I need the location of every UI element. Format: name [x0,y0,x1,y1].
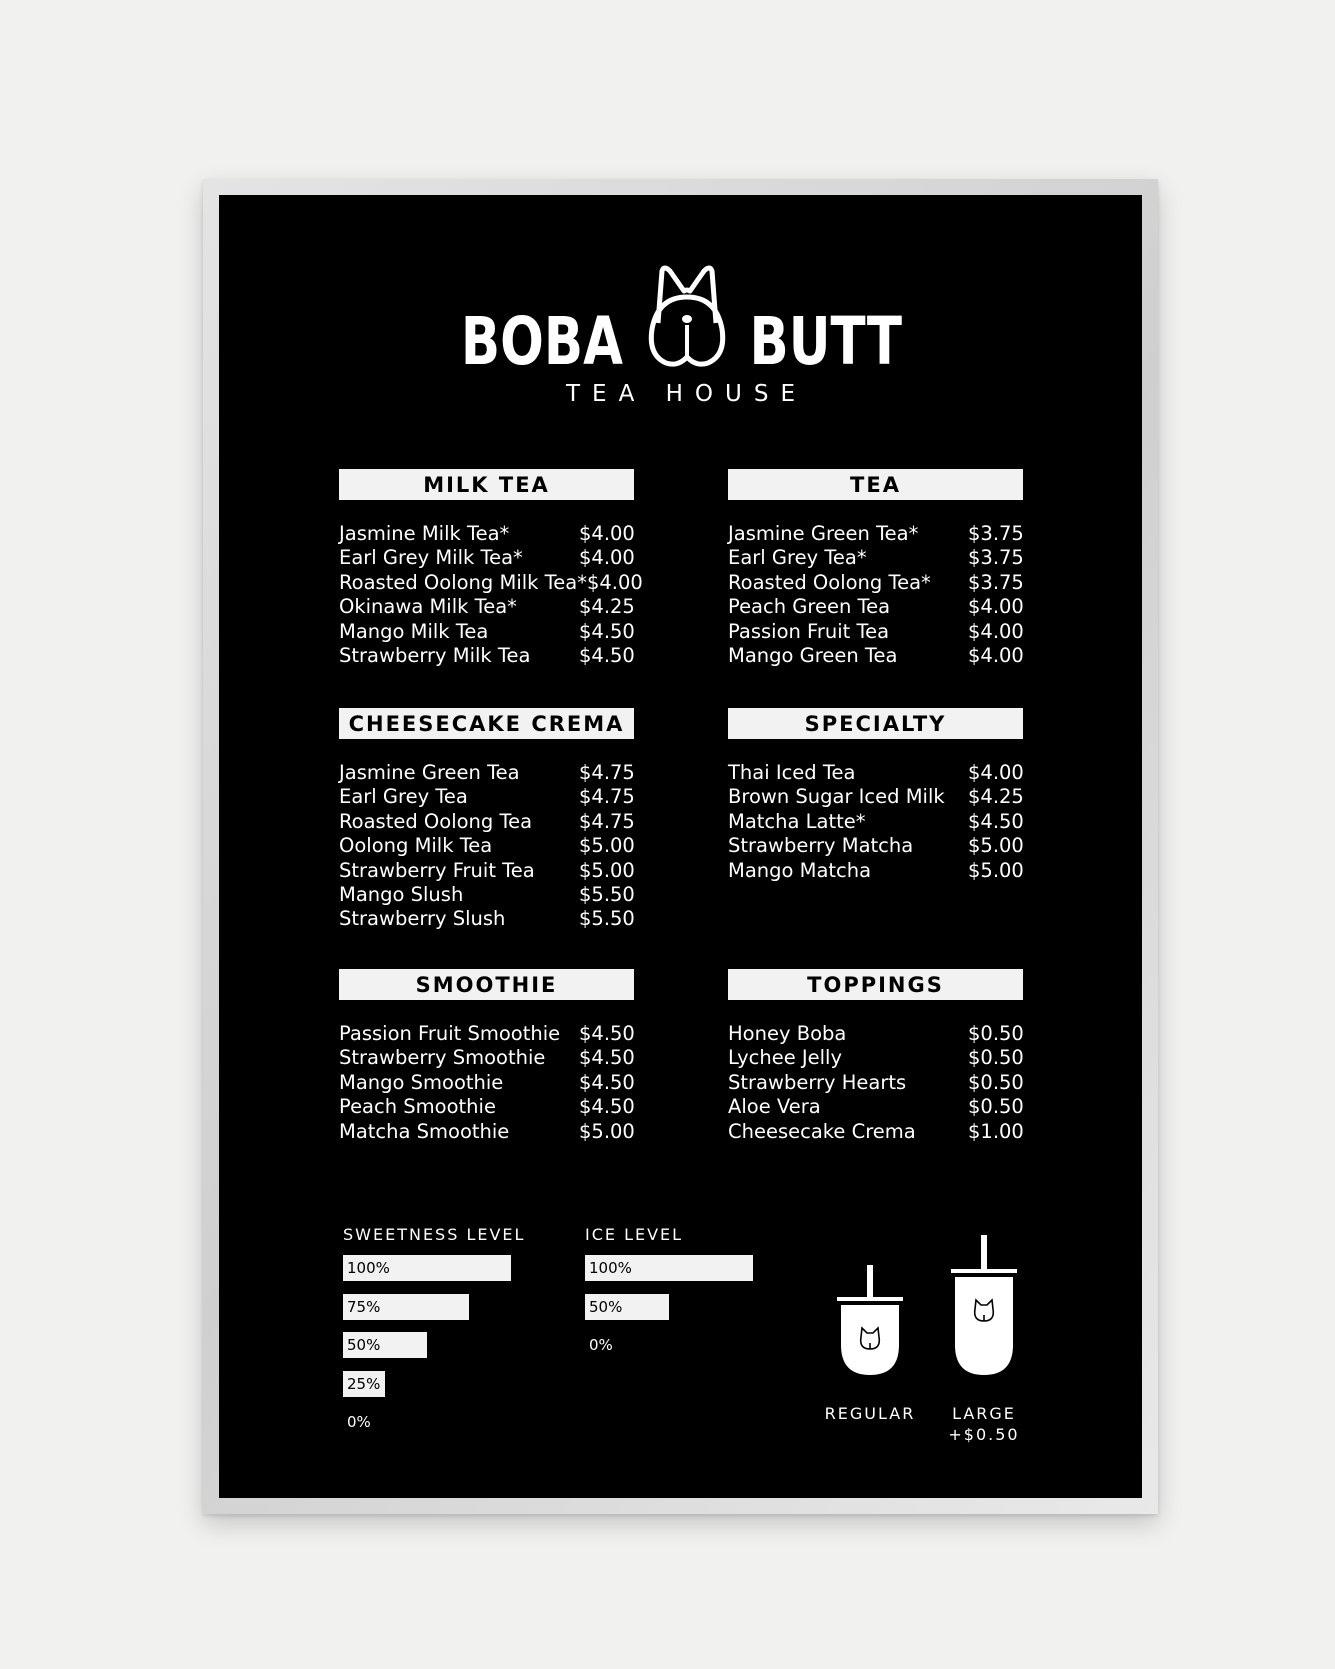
section-title: MILK TEA [339,469,634,500]
large-size-label [929,1403,1039,1445]
menu-item-price: $5.00 [579,1119,635,1143]
menu-item [339,761,634,785]
brand-logo [219,265,1142,407]
menu-item [339,595,634,619]
menu-item-name: Strawberry Smoothie [339,1046,546,1070]
brand-name-left: BOBA [460,303,623,380]
menu-item [339,620,634,644]
ice-level-title: ICE LEVEL [585,1225,684,1244]
menu-item [728,644,1023,668]
menu-item-price: $4.50 [579,1046,635,1070]
menu-item-price: $4.75 [579,809,635,833]
menu-item [728,1071,1023,1095]
menu-item [339,834,634,858]
menu-item-price: $4.75 [579,761,635,784]
menu-item [728,571,1023,595]
menu-item-price: $4.25 [968,785,1024,809]
menu-item-name: Mango Matcha [728,858,872,882]
section-milk-tea [339,469,643,668]
menu-item-price: $4.50 [579,644,635,668]
menu-item [339,546,634,570]
menu-item-name: Matcha Latte* [728,809,866,833]
menu-board [219,195,1142,1498]
menu-item [339,785,634,809]
menu-item-price: $5.50 [579,907,635,931]
menu-item-price: $4.00 [579,546,635,570]
menu-item [728,810,1023,834]
menu-item-price: $4.00 [968,595,1024,619]
menu-item [728,546,1023,570]
brand-subtitle: TEA HOUSE [566,381,807,407]
menu-item-price: $4.75 [579,785,635,809]
menu-item-name: Strawberry Matcha [728,834,914,858]
menu-item-name: Roasted Oolong Tea* [728,570,931,594]
menu-item-name: Earl Grey Tea* [728,546,867,570]
menu-item [728,761,1023,785]
menu-item-name: Earl Grey Tea [339,785,468,809]
menu-item [339,570,643,595]
menu-item-name: Mango Milk Tea [339,619,489,643]
section-title: TEA [728,469,1023,500]
regular-size-label: REGULAR [824,1404,916,1423]
menu-item [728,859,1023,883]
menu-item-price: $0.50 [968,1070,1024,1094]
menu-item [339,859,634,883]
menu-item-name: Strawberry Milk Tea [339,644,531,668]
sweetness-level-bar: 50% [343,1332,427,1358]
menu-item-name: Strawberry Fruit Tea [339,858,535,882]
menu-item-name: Brown Sugar Iced Milk [728,785,945,809]
sweetness-level-bar: 0% [347,1413,371,1432]
menu-item-name: Thai Iced Tea [728,761,856,784]
menu-item-name: Earl Grey Milk Tea* [339,546,523,570]
menu-item-price: $4.50 [579,1095,635,1119]
menu-item [728,834,1023,858]
menu-item [339,1071,634,1095]
section-cheesecake-crema [339,708,634,932]
menu-item-price: $5.00 [579,834,635,858]
menu-item [728,1046,1023,1070]
menu-item-price: $5.00 [968,858,1024,882]
menu-item [339,1120,634,1144]
menu-item-name: Cheesecake Crema [728,1119,916,1143]
menu-item [339,883,634,907]
menu-item-name: Mango Green Tea [728,644,898,668]
menu-item-price: $4.00 [579,522,635,545]
menu-item [728,595,1023,619]
menu-item-price: $0.50 [968,1022,1024,1045]
menu-item [339,810,634,834]
menu-item [728,620,1023,644]
menu-item-name: Okinawa Milk Tea* [339,595,517,619]
menu-item-name: Peach Smoothie [339,1095,496,1119]
section-tea [728,469,1023,668]
menu-item [339,1095,634,1119]
corgi-butt-icon [644,263,730,375]
ice-level-bar: 0% [589,1336,613,1355]
ice-level-bar: 50% [585,1294,669,1320]
menu-item-name: Roasted Oolong Tea [339,809,533,833]
menu-item-price: $4.00 [968,761,1024,784]
menu-item-price: $1.00 [968,1119,1024,1143]
large-cup-icon [951,1235,1017,1379]
menu-item-name: Roasted Oolong Milk Tea* [339,570,587,594]
menu-item-name: Jasmine Milk Tea* [339,522,510,545]
menu-item [339,907,634,931]
section-title: SPECIALTY [728,708,1023,739]
menu-item [728,1095,1023,1119]
menu-item-name: Oolong Milk Tea [339,834,493,858]
menu-item-name: Strawberry Hearts [728,1070,907,1094]
section-specialty [728,708,1023,883]
menu-item-price: $4.00 [586,570,643,594]
sweetness-level-bar: 100% [343,1255,511,1281]
menu-item [728,1022,1023,1046]
menu-item-name: Mango Slush [339,883,464,907]
ice-level-bar: 100% [585,1255,753,1281]
menu-item [339,1046,634,1070]
section-toppings [728,969,1023,1144]
menu-item-name: Honey Boba [728,1022,847,1045]
section-title: CHEESECAKE CREMA [339,708,634,739]
large-size-upcharge: +$0.50 [948,1425,1020,1444]
sweetness-level-bar: 25% [343,1371,385,1397]
menu-item-price: $5.00 [968,834,1024,858]
menu-item-price: $5.50 [579,883,635,907]
menu-item-price: $0.50 [968,1095,1024,1119]
menu-item [339,522,634,546]
menu-item [339,1022,634,1046]
menu-item-price: $4.50 [579,1022,635,1045]
large-size-name: LARGE [952,1404,1016,1423]
sweetness-level-bar: 75% [343,1294,469,1320]
menu-item-price: $3.75 [968,546,1024,570]
section-title: TOPPINGS [728,969,1023,1000]
menu-item-price: $0.50 [968,1046,1024,1070]
menu-item [728,785,1023,809]
menu-item-price: $5.00 [579,858,635,882]
menu-item-name: Jasmine Green Tea* [728,522,919,545]
menu-item-name: Lychee Jelly [728,1046,843,1070]
menu-item-name: Strawberry Slush [339,907,506,931]
menu-item-price: $4.50 [579,1070,635,1094]
menu-item-price: $4.00 [968,619,1024,643]
menu-item-price: $4.50 [579,619,635,643]
menu-item-name: Mango Smoothie [339,1070,504,1094]
menu-item-price: $4.00 [968,644,1024,668]
section-smoothie [339,969,634,1144]
section-title: SMOOTHIE [339,969,634,1000]
menu-item-name: Passion Fruit Smoothie [339,1022,561,1045]
sweetness-level-title: SWEETNESS LEVEL [343,1225,526,1244]
brand-name-right: BUTT [749,303,902,380]
menu-item-price: $4.50 [968,809,1024,833]
menu-item-name: Peach Green Tea [728,595,891,619]
menu-item [728,1120,1023,1144]
menu-item-name: Matcha Smoothie [339,1119,510,1143]
menu-item [339,644,634,668]
menu-item-price: $3.75 [968,570,1024,594]
regular-cup-icon [837,1265,903,1379]
menu-item-price: $4.25 [579,595,635,619]
poster-frame [203,179,1158,1514]
menu-item [728,522,1023,546]
menu-item-name: Jasmine Green Tea [339,761,520,784]
menu-item-name: Passion Fruit Tea [728,619,890,643]
menu-item-price: $3.75 [968,522,1024,545]
menu-item-name: Aloe Vera [728,1095,821,1119]
